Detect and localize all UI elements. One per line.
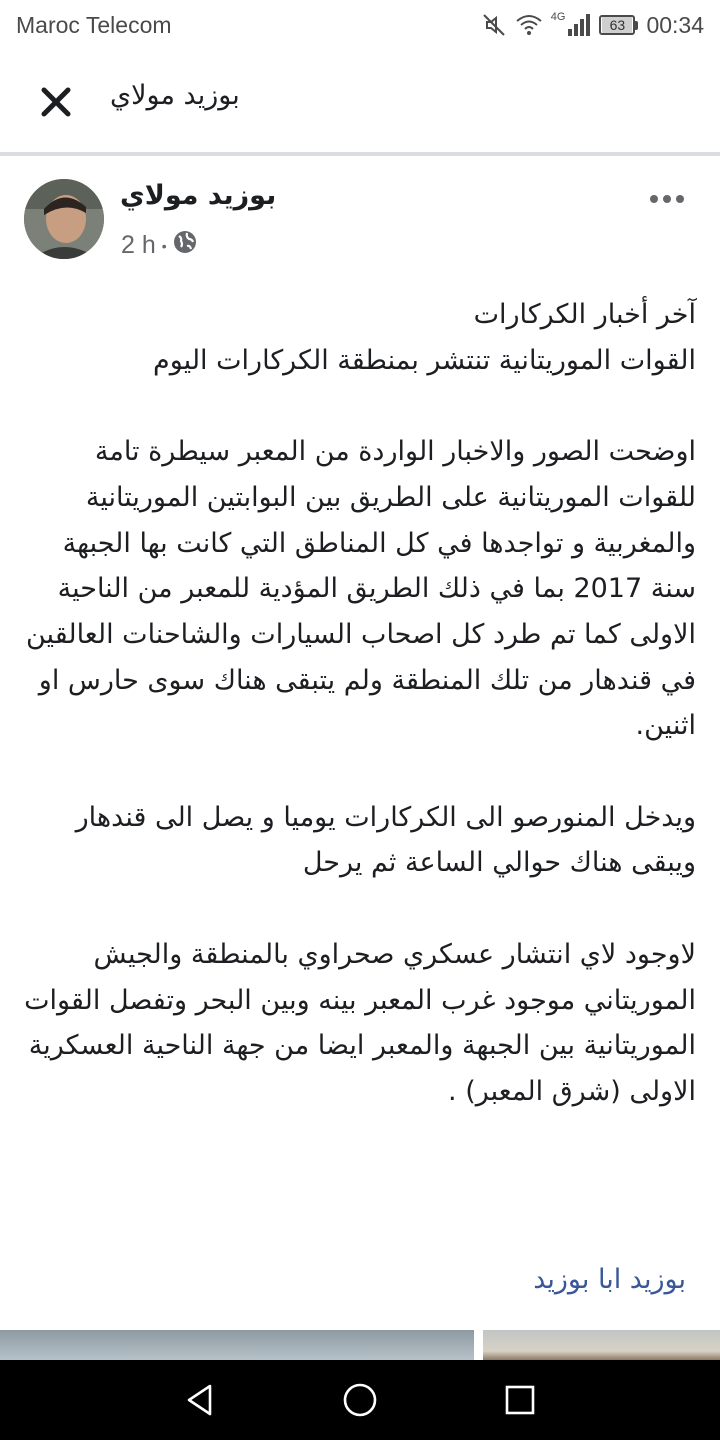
divider [0, 152, 720, 156]
post-paragraph: لاوجود لاي انتشار عسكري صحراوي بالمنطقة والجيش الموريتاني موجود غرب المعبر بينه وبين البحر وتفصل القوات الموريتانية بين الجبهة والمعبر ايضا من جهة الناحية العسكرية الاولى (شرق المعبر) . [24, 938, 696, 1107]
post-paragraph: ويدخل المنورصو الى الكركارات يوميا و يصل الى قندهار ويبقى هناك حوالي الساعة ثم يرحل [75, 801, 696, 879]
media-image[interactable] [483, 1330, 720, 1360]
page-title: بوزيد مولاي [110, 80, 240, 111]
post-header [0, 160, 720, 270]
battery-icon [599, 15, 638, 35]
home-button[interactable] [340, 1380, 380, 1420]
post-paragraph: اوضحت الصور والاخبار الواردة من المعبر سيطرة تامة للقوات الموريتانية على الطريق بين البوابتين الموريتانية والمغربية و تواجدها في كل المناطق التي كانت بها الجبهة سنة 2017 بما في ذلك الطريق المؤدية للمعبر من الناحية الاولى كما تم طرد كل اصحاب السيارات والشاحنات العالقين في قندهار من تلك المنطقة ولم يتبقى هناك سوى حارس او اثنين. [26, 436, 696, 742]
globe-icon [173, 230, 197, 261]
post-media [0, 1330, 720, 1360]
network-type-label: 4G [550, 11, 566, 23]
status-bar [0, 0, 720, 50]
carrier-name: Maroc Telecom [16, 12, 172, 38]
recents-button[interactable] [500, 1380, 540, 1420]
recents-icon [504, 1384, 536, 1416]
post-time[interactable]: 2 h [121, 231, 156, 259]
post-body [24, 292, 696, 1115]
system-nav-bar [0, 1360, 720, 1440]
avatar[interactable] [24, 179, 104, 259]
back-icon [184, 1383, 216, 1417]
back-button[interactable] [180, 1380, 220, 1420]
top-bar [0, 52, 720, 152]
more-dots-icon [649, 194, 685, 204]
close-icon [39, 85, 73, 119]
close-button[interactable] [34, 80, 78, 124]
signal-icon [567, 13, 591, 37]
more-options-button[interactable] [646, 186, 688, 212]
separator-dot: • [161, 237, 167, 254]
status-icons [481, 10, 704, 40]
wifi-icon [515, 13, 543, 37]
post-meta [121, 230, 197, 261]
media-image[interactable] [0, 1330, 474, 1360]
post-paragraph: آخر أخبار الكركارات القوات الموريتانية تنتشر بمنطقة الكركارات اليوم [153, 299, 696, 376]
home-icon [342, 1382, 378, 1418]
mute-icon [481, 12, 507, 38]
author-name[interactable]: بوزيد مولاي [120, 180, 277, 211]
hashtag-link[interactable]: بوزيد ابا بوزيد [533, 1264, 686, 1295]
battery-level: 63 [602, 17, 632, 33]
clock: 00:34 [646, 11, 704, 38]
